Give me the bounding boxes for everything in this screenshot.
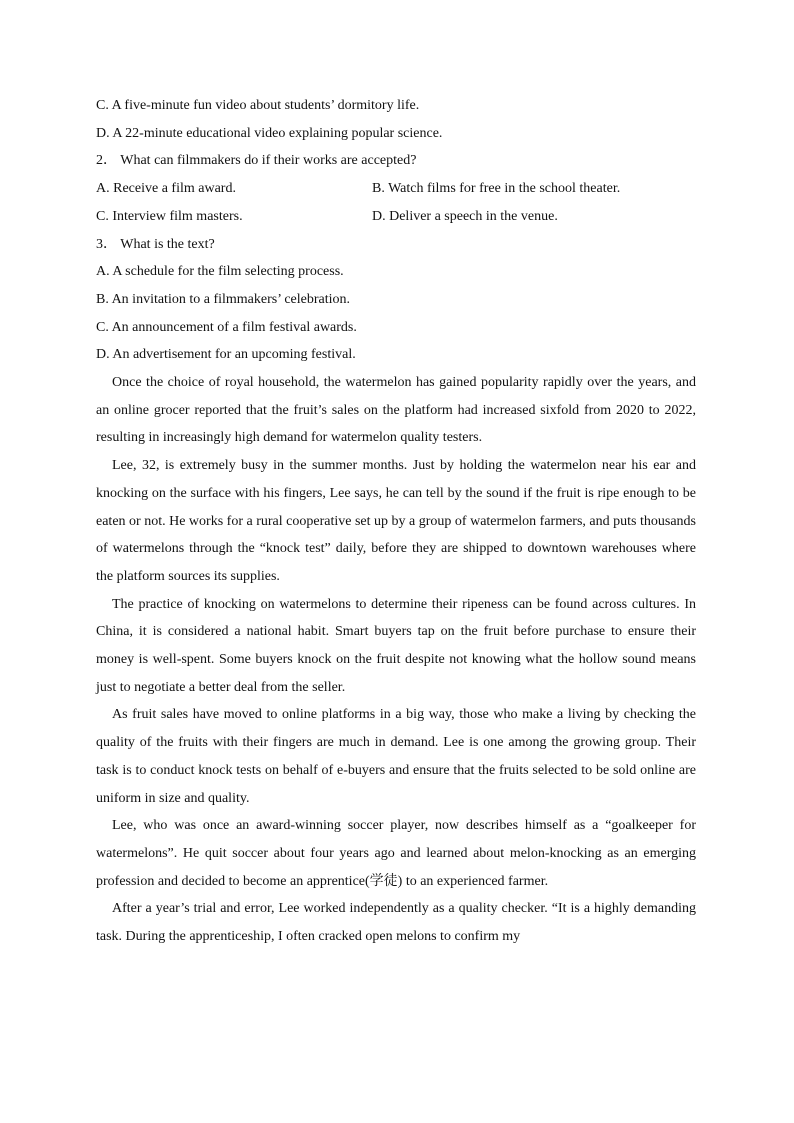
q3-option-c: C. An announcement of a film festival awards. — [96, 319, 357, 335]
q1-option-c: C. A five-minute fun video about students’ dormitory life. — [96, 98, 420, 113]
passage-paragraph-2: Lee, 32, is extremely busy in the summer months. Just by holding the watermelon near his ear and knocking on the surface with his fingers, Lee says, he can tell by the sound if the fruit is ripe enough to be eaten or not. He works for a rural cooperative set up by a group of watermelon farmers, and puts thousands of watermelons through the “knock test” daily, before they are shipped to downtown warehouses where the platform sources its supplies. — [96, 458, 696, 584]
document-page — [96, 92, 696, 951]
q3-option-b: B. An invitation to a filmmakers’ celebration. — [96, 291, 351, 307]
passage-paragraph-5: Lee, who was once an award-winning soccer player, now describes himself as a “goalkeeper for watermelons”. He quit soccer about four years ago and learned about melon-knocking as an emerging profession and decided to become an apprentice(学徒) to an experienced farmer. — [96, 818, 696, 889]
q3-question: 3． What is the text? — [96, 236, 215, 252]
q2-option-a: A. Receive a film award. — [96, 181, 236, 197]
passage-paragraph-4: As fruit sales have moved to online platforms in a big way, those who make a living by checking the quality of the fruits with their fingers are much in demand. Lee is one among the growing group. Their task is to conduct knock tests on behalf of e-buyers and ensure that the fruits selected to be sold online are uniform in size and quality. — [96, 707, 696, 806]
q2-option-c: C. Interview film masters. — [96, 208, 243, 224]
passage-paragraph-1: Once the choice of royal household, the watermelon has gained popularity rapidly over the years, and an online grocer reported that the fruit’s sales on the platform had increased sixfold from 2020 to 2022, resulting in increasingly high demand for watermelon quality testers. — [96, 375, 696, 446]
q2-question: 2． What can filmmakers do if their works are accepted? — [96, 153, 417, 169]
passage-paragraph-6: After a year’s trial and error, Lee worked independently as a quality checker. “It is a highly demanding task. During the apprenticeship, I often cracked open melons to confirm my — [96, 901, 696, 945]
q2-options-row-1 — [96, 175, 696, 203]
q2-option-d: D. Deliver a speech in the venue. — [372, 208, 558, 224]
q2-option-b: B. Watch films for free in the school theater. — [372, 181, 621, 197]
q2-options-row-2 — [96, 203, 696, 231]
q3-option-a: A. A schedule for the film selecting process. — [96, 264, 344, 280]
q1-option-d: D. A 22-minute educational video explaining popular science. — [96, 125, 443, 141]
q3-option-d: D. An advertisement for an upcoming festival. — [96, 347, 356, 363]
passage-paragraph-3: The practice of knocking on watermelons to determine their ripeness can be found across cultures. In China, it is considered a national habit. Smart buyers tap on the fruit before purchase to ensure their money is well-spent. Some buyers knock on the fruit despite not knowing what the hollow sound means just to negotiate a better deal from the seller. — [96, 596, 696, 695]
